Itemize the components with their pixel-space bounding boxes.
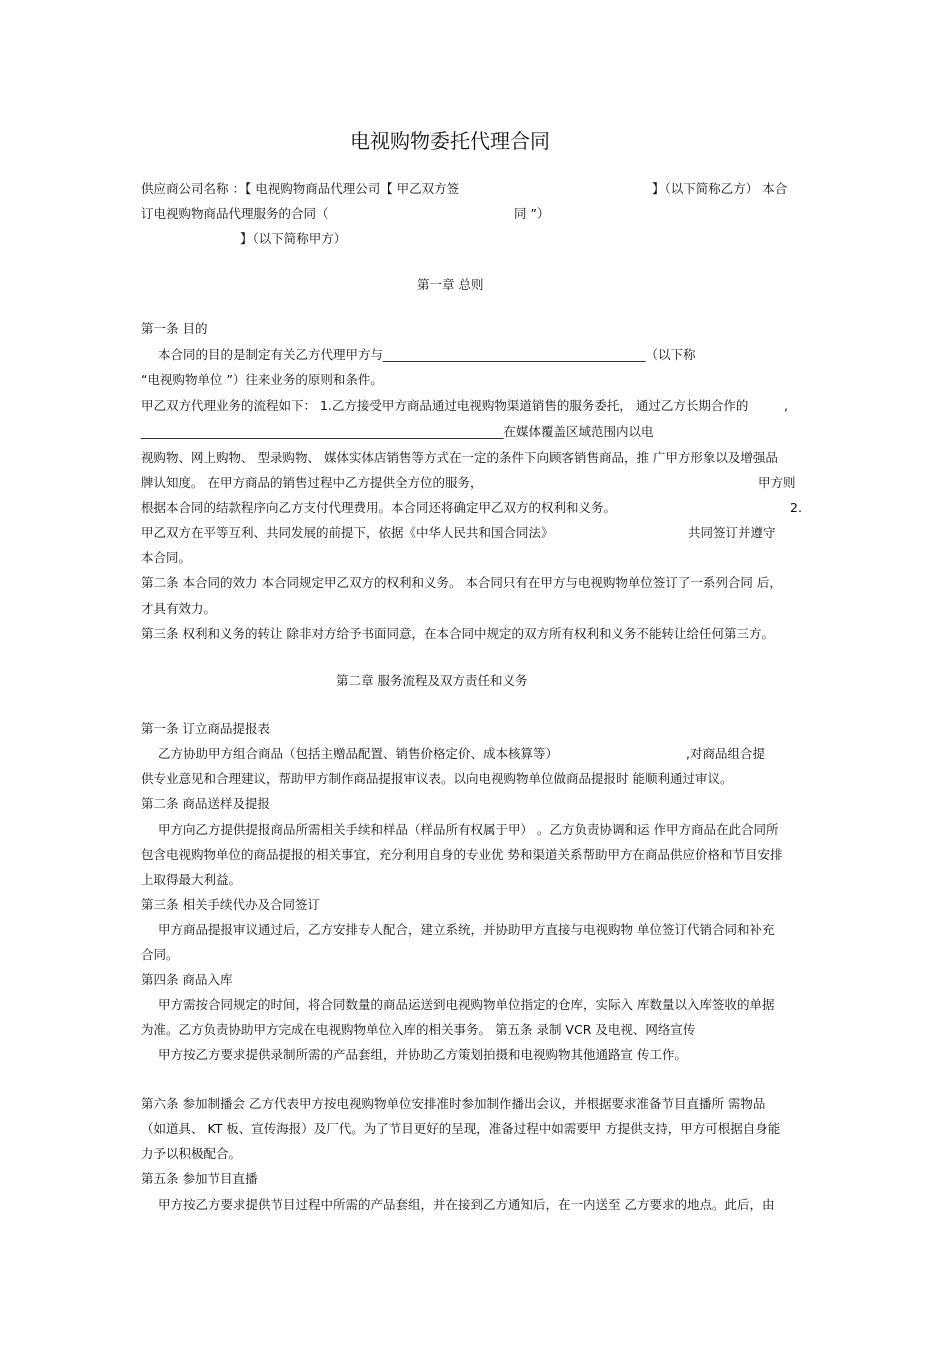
article-1-line-2: “电视购物单位 ”）往来业务的原则和条件。 xyxy=(141,372,383,387)
article-1-line-7b: 2. xyxy=(790,500,802,515)
article-1-line-3a: 甲乙双方代理业务的流程如下： 1.乙方接受甲方商品通过电视购物渠道销售的服务委托， 通过乙方长期合作的 xyxy=(141,398,749,413)
article-1-title: 第一条 目的 xyxy=(141,321,208,336)
section-3-line-2: 合同。 xyxy=(141,947,179,962)
section-7-title: 第五条 参加节目直播 xyxy=(141,1171,258,1186)
section-2-line-1: 甲方向乙方提供提报商品所需相关手续和样品（样品所有权属于甲） 。乙方负责协调和运 作甲方商品在此合同所 xyxy=(158,822,779,837)
section-3-line-1: 甲方商品提报审议通过后，乙方安排专人配合，建立系统，并协助甲方直接与电视购物 单位签订代销合同和补充 xyxy=(158,922,775,937)
article-1-line-5: 视购物、网上购物、 型录购物、 媒体实体店销售等方式在一定的条件下向顾客销售商品，推 广甲方形象以及增强品 xyxy=(141,450,778,465)
section-1-line-2: 供专业意见和合理建议，帮助甲方制作商品提报审议表。以向电视购物单位做商品提报时 能顺利通过审议。 xyxy=(141,771,733,786)
chapter-2-heading: 第二章 服务流程及双方责任和义务 xyxy=(336,673,528,688)
section-6-line-2: （如道具、 KT 板、宣传海报）及厂代。为了节目更好的呈现，准备过程中如需要甲 方提供支持，甲方可根据自身能 xyxy=(141,1121,781,1136)
section-6-line-1: 第六条 参加制播会 乙方代表甲方按电视购物单位安排准时参加制作播出会议，并根据要求准备节目直播所 需物品 xyxy=(141,1096,766,1111)
article-1-line-6a: 牌认知度。 在甲方商品的销售过程中乙方提供全方位的服务， xyxy=(141,475,483,490)
section-3-title: 第三条 相关手续代办及合同签订 xyxy=(141,897,320,912)
section-7-line-1: 甲方按乙方要求提供节目过程中所需的产品套组，并在接到乙方通知后，在一内送至 乙方要求的地点。此后，由 xyxy=(158,1197,775,1212)
intro-line-1a: 供应商公司名称 ：【 电视购物商品代理公司【 甲乙双方签 xyxy=(141,181,460,196)
chapter-1-heading: 第一章 总则 xyxy=(417,277,484,292)
page-title: 电视购物委托代理合同 xyxy=(350,129,550,153)
section-2-title: 第二条 商品送样及提报 xyxy=(141,796,270,811)
article-1-line-7a: 根据本合同的结款程序向乙方支付代理费用。本合同还将确定甲乙双方的权利和义务。 xyxy=(141,500,617,515)
section-4-title: 第四条 商品入库 xyxy=(141,972,233,987)
intro-line-2a: 订电视购物商品代理服务的合同（ xyxy=(141,206,329,221)
intro-line-2b: 同 ”） xyxy=(514,206,550,221)
intro-line-1b: 】（以下简称乙方） 本合 xyxy=(652,181,788,196)
article-1-line-9: 本合同。 xyxy=(141,550,192,565)
section-4-line-1: 甲方需按合同规定的时间，将合同数量的商品运送到电视购物单位指定的仓库，实际入 库数量以入库签收的单据 xyxy=(158,997,775,1012)
article-1-line-6b: 甲方则 xyxy=(758,475,796,490)
article-1-line-8b: 共同签订并遵守 xyxy=(688,525,776,540)
article-1-line-8a: 甲乙双方在平等互利、共同发展的前提下，依据《中华人民共和国合同法》 xyxy=(141,525,554,540)
article-2-line-1: 第二条 本合同的效力 本合同规定甲乙双方的权利和义务。 本合同只有在甲方与电视购物单位签订了一系列合同 后， xyxy=(141,575,782,590)
section-2-line-2: 包含电视购物单位的商品提报的相关事宜，充分利用自身的专业优 势和渠道关系帮助甲方在商品供应价格和节目安排 xyxy=(141,847,783,862)
article-2-line-2: 才具有效力。 xyxy=(141,601,217,616)
intro-line-3: 】（以下简称甲方） xyxy=(240,231,347,246)
section-2-line-3: 上取得最大利益。 xyxy=(141,872,242,887)
section-4-line-2: 为准。乙方负责协助甲方完成在电视购物单位入库的相关事务。 第五条 录制 VCR 及电视、网络宣传 xyxy=(141,1022,696,1037)
section-1-title: 第一条 订立商品提报表 xyxy=(141,721,270,736)
section-1-line-1b: ,对商品组合提 xyxy=(686,746,765,761)
article-1-line-1: 本合同的目的是制定有关乙方代理甲方与__________________________________________（以下称 xyxy=(158,347,696,362)
section-1-line-1a: 乙方协助甲方组合商品（包括主赠品配置、销售价格定价、成本核算等） xyxy=(158,746,559,761)
article-1-line-3b: , xyxy=(784,398,788,413)
article-1-line-4: __________________________________________________________在媒体覆盖区域范围内以电 xyxy=(141,424,654,439)
section-6-line-3: 力予以积极配合。 xyxy=(141,1146,242,1161)
section-5-line-1: 甲方按乙方要求提供录制所需的产品套组，并协助乙方策划拍摄和电视购物其他通路宣 传工作。 xyxy=(158,1047,687,1062)
article-3-line-1: 第三条 权利和义务的转让 除非对方给予书面同意，在本合同中规定的双方所有权利和义务不能转让给任何第三方。 xyxy=(141,626,774,641)
